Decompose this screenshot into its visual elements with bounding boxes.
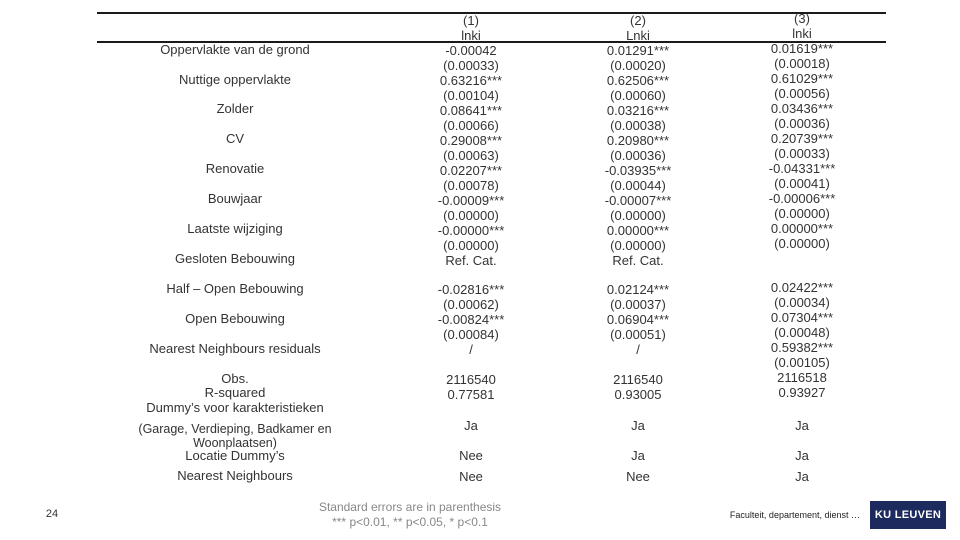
table-cell: (0.00000) [774, 236, 830, 251]
table-cell: (0.00036) [610, 148, 666, 163]
table-cell: -0.00009*** [437, 193, 505, 208]
column-3-nearest: Ja [795, 469, 809, 484]
column-header: (3) [794, 11, 810, 26]
row-label-zolder: Zolder [216, 101, 254, 116]
coefficient-list [578, 282, 698, 357]
column-3-top [742, 11, 862, 251]
row-label-oppervlakte: Oppervlakte van de grond [160, 42, 310, 57]
table-cell: / [469, 342, 473, 357]
column-1-bottom [411, 282, 531, 357]
column-2-nearest: Nee [626, 469, 650, 484]
table-cell: 2116518 [777, 370, 827, 385]
column-1-top [411, 13, 531, 268]
row-label-laatste: Laatste wijziging [187, 221, 283, 236]
row-label-nearest: Nearest Neighbours [177, 468, 293, 483]
column-2-dummies: Ja [631, 418, 645, 433]
table-cell: 0.06904*** [606, 312, 670, 327]
note-significance: *** p<0.01, ** p<0.05, * p<0.1 [332, 515, 488, 529]
table-cell: -0.04331*** [768, 161, 836, 176]
table-cell: 0.63216*** [439, 73, 503, 88]
table-cell: (0.00033) [443, 58, 499, 73]
r-squared-value: 0.93005 [614, 387, 662, 402]
table-cell: (0.00084) [443, 327, 499, 342]
column-3-dummies: Ja [795, 418, 809, 433]
table-cell: (0.00018) [774, 56, 830, 71]
row-label-renovatie: Renovatie [205, 161, 265, 176]
table-cell: (0.00041) [774, 176, 830, 191]
column-header: (1) [463, 13, 479, 28]
column-2-bottom [578, 282, 698, 357]
dependent-variable: Lnki [626, 28, 650, 43]
table-cell: Ref. Cat. [612, 253, 664, 268]
table-cell: 0.03436*** [770, 101, 834, 116]
r-squared-value: 0.77581 [447, 387, 495, 402]
table-cell: (0.00104) [443, 88, 499, 103]
row-label-gesloten: Gesloten Bebouwing [175, 251, 295, 266]
row-label-nuttige: Nuttige oppervlakte [178, 72, 291, 87]
row-label-half-open: Half – Open Bebouwing [166, 281, 304, 296]
column-1-nearest: Nee [459, 469, 483, 484]
table-cell: 0.20739*** [770, 131, 834, 146]
table-cell: 0.03216*** [606, 103, 670, 118]
row-label-dummies: Dummy’s voor karakteristieken [146, 400, 324, 415]
table-cell: 0.00000*** [606, 223, 670, 238]
table-cell: (0.00034) [774, 295, 830, 310]
table-cell: (0.00033) [774, 146, 830, 161]
coefficient-list [742, 280, 862, 400]
column-1-locatie: Nee [459, 448, 483, 463]
column-2-top [578, 13, 698, 268]
note-standard-errors: Standard errors are in parenthesis [318, 500, 502, 514]
row-label-dummies-detail: (Garage, Verdieping, Badkamer en Woonplaatsen) [138, 422, 332, 450]
table-cell: Ref. Cat. [445, 253, 497, 268]
row-label-open: Open Bebouwing [185, 311, 285, 326]
column-3-bottom [742, 280, 862, 400]
table-cell: (0.00051) [610, 327, 666, 342]
table-cell: 0.01619*** [770, 41, 834, 56]
column-header: (2) [630, 13, 646, 28]
table-cell: (0.00048) [774, 325, 830, 340]
table-cell: / [636, 342, 640, 357]
table-cell: 0.02124*** [606, 282, 670, 297]
table-cell: (0.00060) [610, 88, 666, 103]
table-cell: 0.29008*** [439, 133, 503, 148]
faculty-label: Faculteit, departement, dienst … [729, 510, 860, 520]
table-cell: (0.00000) [610, 238, 666, 253]
table-cell: -0.02816*** [437, 282, 505, 297]
table-cell: -0.00006*** [768, 191, 836, 206]
table-cell: 0.07304*** [770, 310, 834, 325]
table-cell: -0.00824*** [437, 312, 505, 327]
page-number: 24 [45, 508, 59, 520]
table-cell: (0.00000) [774, 206, 830, 221]
column-1-dummies: Ja [464, 418, 478, 433]
table-cell: (0.00037) [610, 297, 666, 312]
row-label-nn-residuals: Nearest Neighbours residuals [149, 341, 321, 356]
table-cell: -0.00042 [445, 43, 497, 58]
table-cell: 0.08641*** [439, 103, 503, 118]
row-label-locatie: Locatie Dummy’s [185, 448, 285, 463]
table-cell: (0.00038) [610, 118, 666, 133]
table-cell: 0.93927 [778, 385, 826, 400]
table-cell: (0.00000) [443, 208, 499, 223]
table-cell: (0.00078) [443, 178, 499, 193]
table-cell: (0.00063) [443, 148, 499, 163]
table-cell: 0.20980*** [606, 133, 670, 148]
column-3-locatie: Ja [795, 448, 809, 463]
table-cell: (0.00066) [443, 118, 499, 133]
table-cell: (0.00000) [610, 208, 666, 223]
column-1-stats [411, 372, 531, 402]
table-cell: -0.03935*** [604, 163, 672, 178]
table-cell: (0.00056) [774, 86, 830, 101]
column-2-stats [578, 372, 698, 402]
table-cell: 0.61029*** [770, 71, 834, 86]
row-label-cv: CV [225, 131, 245, 146]
table-cell: (0.00105) [774, 355, 830, 370]
obs-value: 2116540 [613, 372, 663, 387]
row-label-bouwjaar: Bouwjaar [207, 191, 263, 206]
table-cell: -0.00000*** [437, 223, 505, 238]
coefficient-list [578, 43, 698, 268]
row-label-r-squared: R-squared [204, 385, 266, 400]
dependent-variable: lnki [461, 28, 481, 43]
table-notes [290, 500, 530, 530]
coefficient-list [742, 41, 862, 251]
table-cell: 0.62506*** [606, 73, 670, 88]
table-cell: (0.00036) [774, 116, 830, 131]
table-cell: (0.00062) [443, 297, 499, 312]
table-cell: 0.01291*** [606, 43, 670, 58]
ku-leuven-logo: KU LEUVEN [870, 501, 946, 529]
table-cell: 0.59382*** [770, 340, 834, 355]
coefficient-list [411, 282, 531, 357]
obs-value: 2116540 [446, 372, 496, 387]
dependent-variable: lnki [792, 26, 812, 41]
table-cell: (0.00044) [610, 178, 666, 193]
table-cell: 0.02422*** [770, 280, 834, 295]
coefficient-list [411, 43, 531, 268]
table-cell: 0.00000*** [770, 221, 834, 236]
table-cell: (0.00000) [443, 238, 499, 253]
row-label-obs: Obs. [221, 371, 249, 386]
table-cell: -0.00007*** [604, 193, 672, 208]
table-cell: 0.02207*** [439, 163, 503, 178]
table-cell: (0.00020) [610, 58, 666, 73]
column-2-locatie: Ja [631, 448, 645, 463]
